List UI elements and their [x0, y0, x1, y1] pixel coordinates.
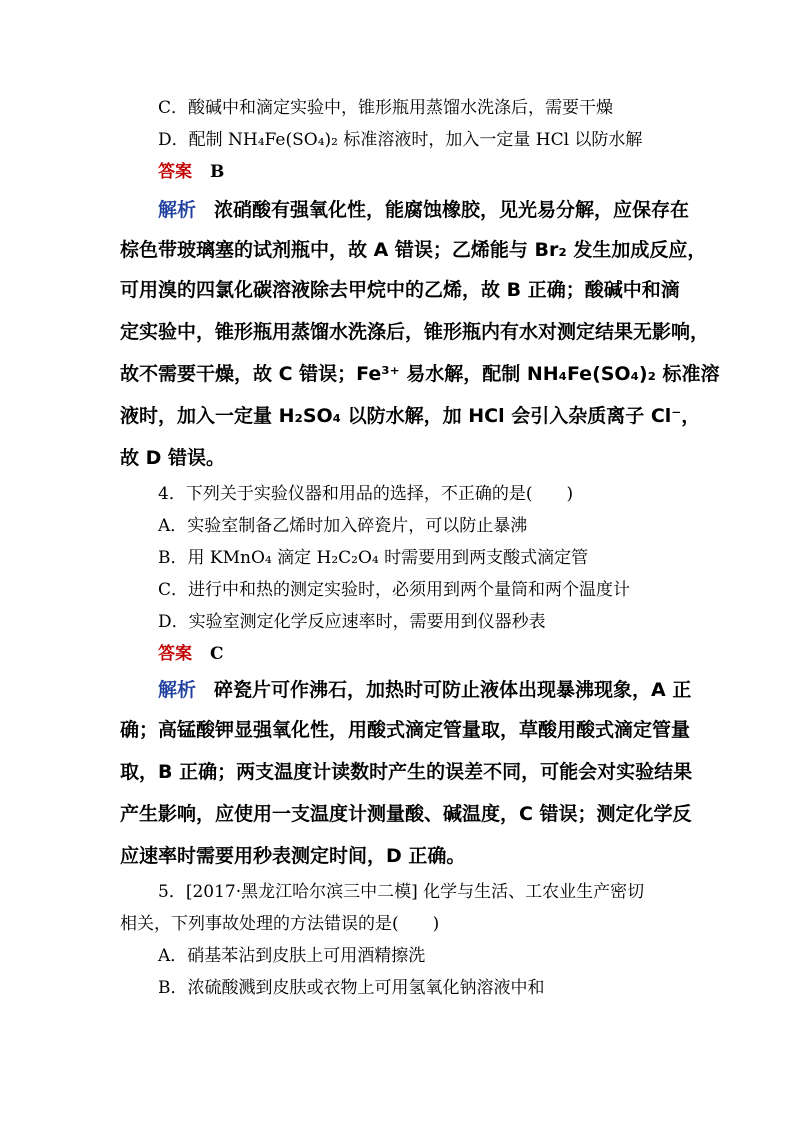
answer-value: B: [210, 162, 225, 182]
q4-answer: [158, 642, 224, 666]
q4-option-d: D．实验室测定化学反应速率时，需要用到仪器秒表: [158, 612, 546, 632]
q4-analysis-line-0: [158, 676, 691, 704]
q3-analysis-line-0: [158, 196, 689, 224]
q4-option-a: A．实验室制备乙烯时加入碎瓷片，可以防止暴沸: [158, 516, 528, 536]
q5-option-b: B．浓硫酸溅到皮肤或衣物上可用氢氧化钠溶液中和: [158, 978, 545, 998]
q5-stem-line-2: 相关，下列事故处理的方法错误的是( ): [120, 914, 440, 934]
q5-option-a: A．硝基苯沾到皮肤上可用酒精擦洗: [158, 946, 426, 966]
q3-analysis-line-4: 故不需要干燥，故 C 错误；Fe³⁺ 易水解，配制 NH₄Fe(SO₄)₂ 标准溶: [120, 363, 720, 385]
q3-analysis-line-1: 棕色带玻璃塞的试剂瓶中，故 A 错误；乙烯能与 Br₂ 发生加成反应，: [120, 239, 707, 261]
q3-analysis-line-6: 故 D 错误。: [120, 447, 226, 469]
q3-analysis-line-2: 可用溴的四氯化碳溶液除去甲烷中的乙烯，故 B 正确；酸碱中和滴: [120, 279, 680, 301]
analysis-text: 浓硝酸有强氧化性，能腐蚀橡胶，见光易分解，应保存在: [214, 199, 690, 221]
q4-stem: 4．下列关于实验仪器和用品的选择，不正确的是( ): [158, 484, 574, 504]
q4-option-c: C．进行中和热的测定实验时，必须用到两个量筒和两个温度计: [158, 580, 631, 600]
q4-analysis-line-2: 取，B 正确；两支温度计读数时产生的误差不同，可能会对实验结果: [120, 761, 693, 783]
q4-analysis-line-1: 确；高锰酸钾显强氧化性，用酸式滴定管量取，草酸用酸式滴定管量: [120, 719, 691, 741]
answer-value: C: [210, 644, 224, 664]
q3-analysis-line-3: 定实验中，锥形瓶用蒸馏水洗涤后，锥形瓶内有水对测定结果无影响，: [120, 321, 710, 343]
answer-label: 答案: [158, 162, 192, 182]
q3-option-d: D．配制 NH₄Fe(SO₄)₂ 标准溶液时，加入一定量 HCl 以防水解: [158, 130, 643, 150]
q3-analysis-line-5: 液时，加入一定量 H₂SO₄ 以防水解，加 HCl 会引入杂质离子 Cl⁻，: [120, 405, 701, 427]
analysis-label: 解析: [158, 679, 197, 701]
q4-analysis-line-3: 产生影响，应使用一支温度计测量酸、碱温度，C 错误；测定化学反: [120, 803, 692, 825]
analysis-text: 碎瓷片可作沸石，加热时可防止液体出现暴沸现象，A 正: [214, 679, 692, 701]
q5-stem-line-1: 5．[2017·黑龙江哈尔滨三中二模] 化学与生活、工农业生产密切: [158, 882, 645, 902]
q3-option-c: C．酸碱中和滴定实验中，锥形瓶用蒸馏水洗涤后，需要干燥: [158, 98, 614, 118]
q3-answer: [158, 160, 224, 184]
q4-option-b: B．用 KMnO₄ 滴定 H₂C₂O₄ 时需要用到两支酸式滴定管: [158, 548, 589, 568]
q4-analysis-line-4: 应速率时需要用秒表测定时间，D 正确。: [120, 845, 466, 867]
analysis-label: 解析: [158, 199, 197, 221]
answer-label: 答案: [158, 644, 192, 664]
